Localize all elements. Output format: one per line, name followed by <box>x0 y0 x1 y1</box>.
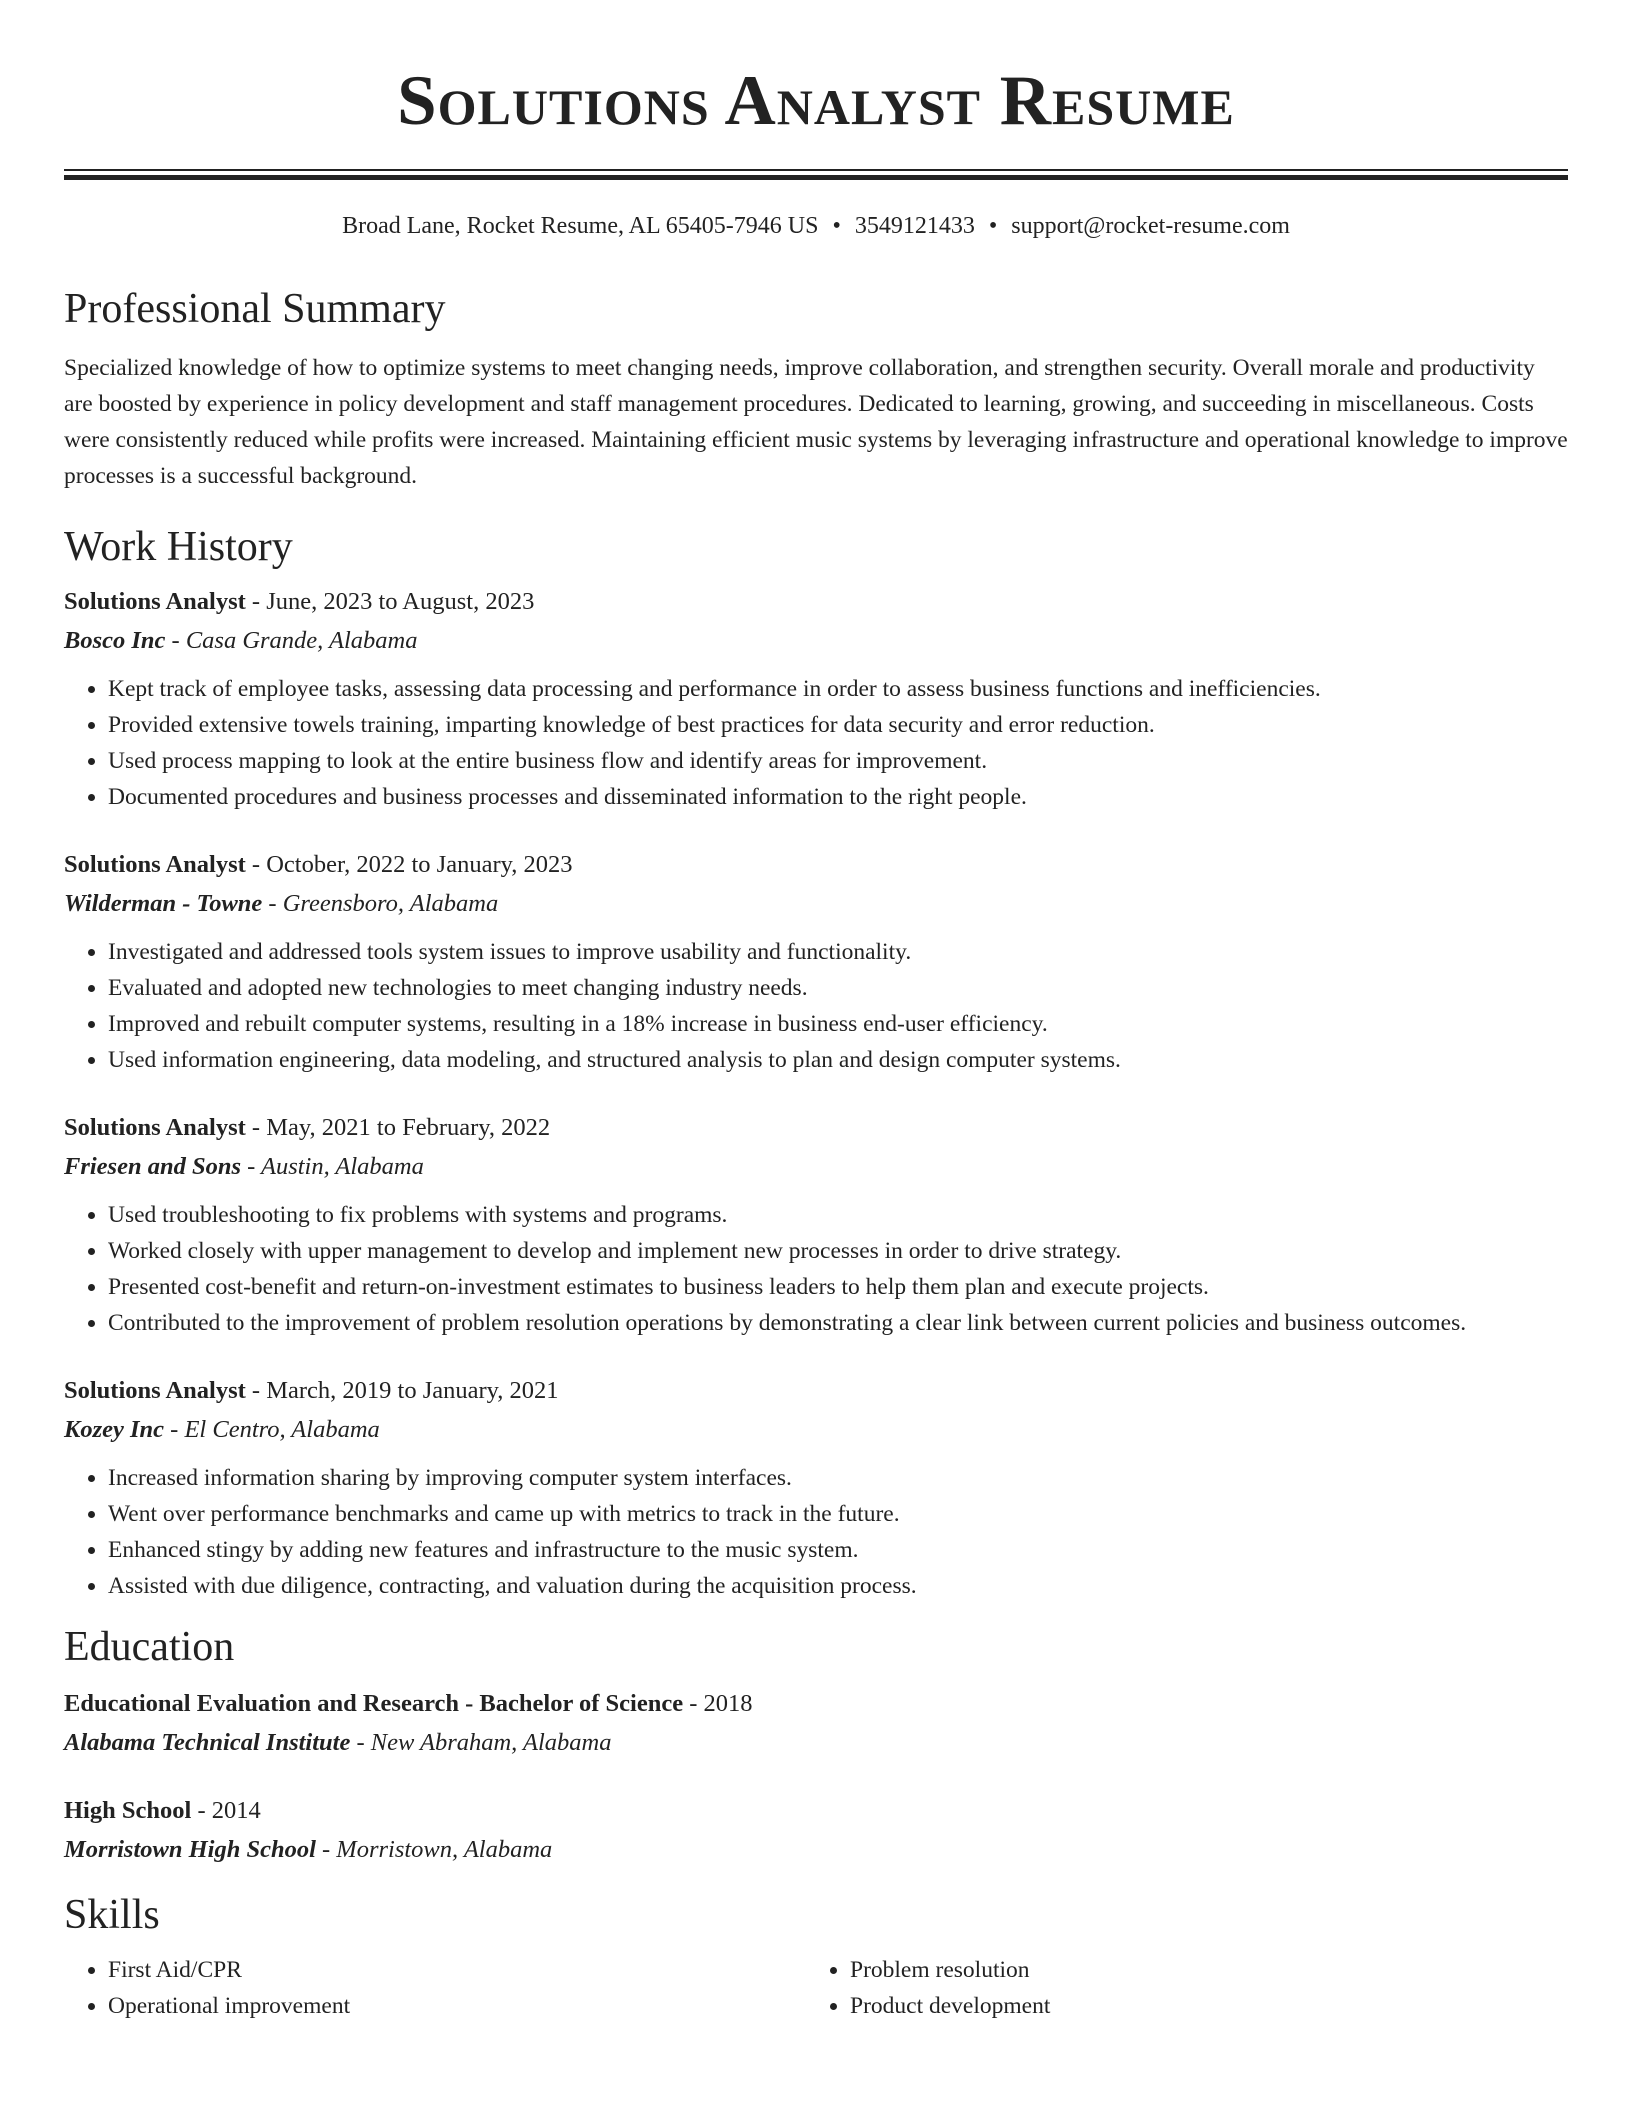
job-role: Solutions Analyst <box>64 588 246 615</box>
contact-line <box>64 210 1568 242</box>
contact-address: Broad Lane, Rocket Resume, AL 65405-7946 US <box>342 213 819 239</box>
job-company: Friesen and Sons <box>64 1153 242 1180</box>
job-entry <box>64 1110 1568 1341</box>
job-bullet: • Contributed to the improvement of problem resolution operations by demonstrating a clear link between current policies and business outcomes. <box>108 1305 1568 1341</box>
education-location: - Morristown, Alabama <box>315 1836 553 1863</box>
contact-email: support@rocket-resume.com <box>1011 213 1290 239</box>
job-dates: - March, 2019 to January, 2021 <box>245 1377 559 1404</box>
education-entry <box>64 1793 1568 1868</box>
job-bullet: • Kept track of employee tasks, assessing data processing and performance in order to assess business functions and inefficiencies. <box>108 671 1568 707</box>
education-heading: Education <box>64 1624 235 1670</box>
contact-separator: • <box>988 213 998 239</box>
skill-item: • Problem resolution <box>850 1952 1548 1988</box>
job-bullet: • Worked closely with upper management to develop and implement new processes in order to drive strategy. <box>108 1233 1568 1269</box>
job-bullet: • Enhanced stingy by adding new features and infrastructure to the music system. <box>108 1532 1568 1568</box>
skills-heading: Skills <box>64 1892 160 1938</box>
education-school: Alabama Technical Institute <box>64 1729 351 1756</box>
education-school-line <box>64 1832 1568 1868</box>
education-school-line <box>64 1725 1568 1761</box>
job-bullet: • Presented cost-benefit and return-on-investment estimates to business leaders to help them plan and execute projects. <box>108 1269 1568 1305</box>
job-bullet: • Increased information sharing by improving computer system interfaces. <box>108 1460 1568 1496</box>
job-bullet: • Used information engineering, data modeling, and structured analysis to plan and design computer systems. <box>108 1042 1568 1078</box>
job-title-line <box>64 1373 1568 1409</box>
job-title-line <box>64 584 1568 620</box>
work-history-heading: Work History <box>64 524 293 570</box>
job-bullet: • Used troubleshooting to fix problems with systems and programs. <box>108 1197 1568 1233</box>
job-title-line <box>64 847 1568 883</box>
title-double-rule <box>64 169 1568 180</box>
job-bullet: • Documented procedures and business processes and disseminated information to the right people. <box>108 779 1568 815</box>
job-location: - Austin, Alabama <box>241 1153 424 1180</box>
job-company-line <box>64 1149 1568 1185</box>
job-bullet: • Assisted with due diligence, contracting, and valuation during the acquisition process. <box>108 1568 1568 1604</box>
skills-grid <box>64 1952 1568 2024</box>
skill-item: • First Aid/CPR <box>108 1952 806 1988</box>
job-entry <box>64 847 1568 1078</box>
job-bullets <box>64 1460 1568 1604</box>
job-role: Solutions Analyst <box>64 1377 246 1404</box>
job-role: Solutions Analyst <box>64 851 246 878</box>
job-dates: - May, 2021 to February, 2022 <box>245 1114 551 1141</box>
job-bullet: • Provided extensive towels training, imparting knowledge of best practices for data security and error reduction. <box>108 707 1568 743</box>
job-bullets <box>64 1197 1568 1341</box>
education-degree: High School <box>64 1797 192 1824</box>
job-company-line <box>64 886 1568 922</box>
job-dates: - June, 2023 to August, 2023 <box>245 588 535 615</box>
summary-heading: Professional Summary <box>64 286 446 332</box>
skills-column-left <box>64 1952 806 2024</box>
skills-list-left <box>64 1952 806 2024</box>
job-role: Solutions Analyst <box>64 1114 246 1141</box>
job-dates: - October, 2022 to January, 2023 <box>245 851 573 878</box>
job-company: Wilderman - Towne <box>64 890 263 917</box>
job-location: - Casa Grande, Alabama <box>165 627 418 654</box>
job-bullet: • Evaluated and adopted new technologies to meet changing industry needs. <box>108 970 1568 1006</box>
job-bullets <box>64 934 1568 1078</box>
summary-text: Specialized knowledge of how to optimize systems to meet changing needs, improve collaboration, and strengthen security. Overall morale and productivity are boosted by experience in policy development and staff management procedures. Dedicated to learning, growing, and succeeding in miscellaneous. Costs were consistently reduced while profits were increased. Maintaining efficient music systems by leveraging infrastructure and operational knowledge to improve processes is a successful background. <box>64 355 1568 489</box>
education-year: - 2014 <box>191 1797 261 1824</box>
education-degree: Educational Evaluation and Research - Bachelor of Science <box>64 1690 684 1717</box>
education-degree-line <box>64 1793 1568 1829</box>
skills-column-right <box>806 1952 1548 2024</box>
job-entry <box>64 584 1568 815</box>
job-bullet: • Used process mapping to look at the entire business flow and identify areas for improvement. <box>108 743 1568 779</box>
education-location: - New Abraham, Alabama <box>350 1729 612 1756</box>
job-entry <box>64 1373 1568 1604</box>
job-location: - Greensboro, Alabama <box>262 890 499 917</box>
education-school: Morristown High School <box>64 1836 316 1863</box>
job-company: Bosco Inc <box>64 627 166 654</box>
skill-item: • Product development <box>850 1988 1548 2024</box>
job-bullets <box>64 671 1568 815</box>
skills-list-right <box>806 1952 1548 2024</box>
skill-item: • Operational improvement <box>108 1988 806 2024</box>
job-company-line <box>64 1412 1568 1448</box>
job-location: - El Centro, Alabama <box>164 1416 380 1443</box>
job-company: Kozey Inc <box>64 1416 165 1443</box>
contact-phone: 3549121433 <box>854 213 975 239</box>
resume-title: Solutions Analyst Resume <box>397 62 1235 140</box>
job-bullet: • Went over performance benchmarks and came up with metrics to track in the future. <box>108 1496 1568 1532</box>
job-bullet: • Improved and rebuilt computer systems, resulting in a 18% increase in business end-user efficiency. <box>108 1006 1568 1042</box>
education-entry <box>64 1686 1568 1761</box>
job-company-line <box>64 623 1568 659</box>
contact-separator: • <box>832 213 841 239</box>
job-title-line <box>64 1110 1568 1146</box>
job-bullet: • Investigated and addressed tools system issues to improve usability and functionality. <box>108 934 1568 970</box>
education-year: - 2018 <box>683 1690 753 1717</box>
education-degree-line <box>64 1686 1568 1722</box>
